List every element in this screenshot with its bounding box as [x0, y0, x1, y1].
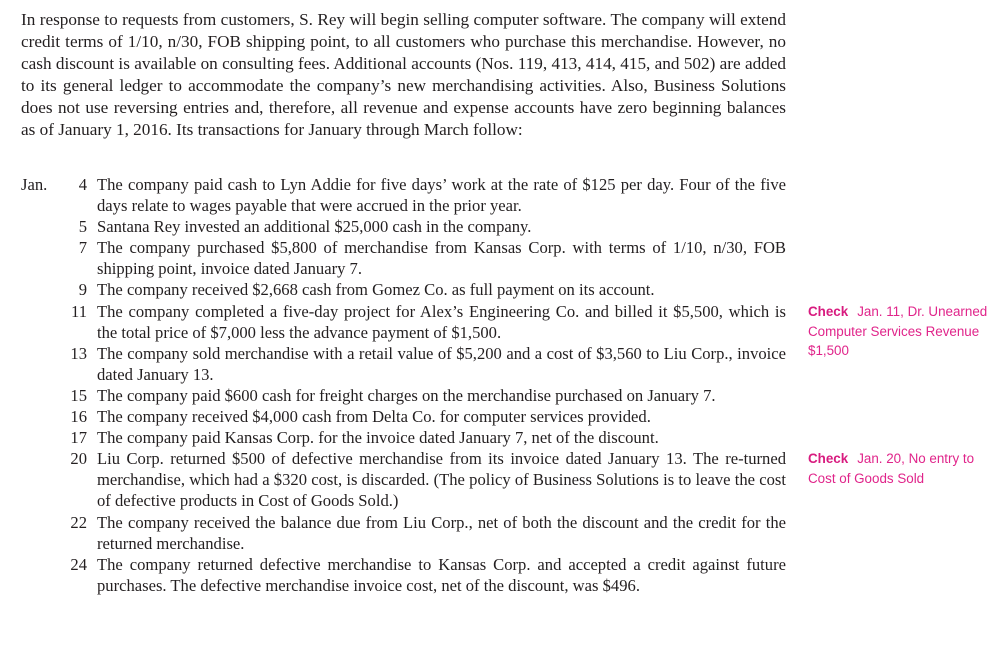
transaction-month: Jan. [21, 175, 48, 194]
transaction-day: 17 [70, 428, 87, 448]
transaction-description: Liu Corp. returned $500 of defective merchandise from its invoice dated January 13. The re-turned merchandise, which had a $320 cost, is discarded. (The policy of Business Solutions is to leave the cost of defective products in Cost of Goods Sold.) [97, 449, 786, 511]
transaction-item [21, 448, 786, 511]
transaction-item [21, 512, 786, 554]
transaction-item [21, 554, 786, 596]
intro-paragraph: In response to requests from customers, S. Rey will begin selling computer software. The company will extend credit terms of 1/10, n/30, FOB shipping point, to all customers who purchase this merchandise. However, no cash discount is available on consulting fees. Additional accounts (Nos. 119, 413, 414, 415, and 502) are added to its general ledger to accommodate the company’s new merchandising activities. Also, Business Solutions does not use reversing entries and, therefore, all revenue and expense accounts have zero beginning balances as of January 1, 2016. Its transactions for January through March follow: [21, 10, 786, 139]
check-text: Jan. 11, Dr. Unearned Computer Services Revenue $1,500 [808, 304, 988, 358]
transaction-description: The company paid Kansas Corp. for the invoice dated January 7, net of the discount. [97, 428, 659, 448]
margin-note-check [808, 449, 993, 488]
transaction-day: 15 [70, 385, 87, 405]
transaction-description: The company purchased $5,800 of merchandise from Kansas Corp. with terms of 1/10, n/30, FOB shipping point, invoice dated January 7. [97, 238, 786, 279]
margin-note-check [808, 302, 993, 361]
transaction-description: The company paid $600 cash for freight charges on the merchandise purchased on January 7. [97, 385, 716, 405]
transaction-item [21, 279, 786, 300]
check-text: Jan. 20, No entry to Cost of Goods Sold [808, 451, 975, 486]
transaction-description: The company completed a five-day project for Alex’s Engineering Co. and billed it $5,500, which is the total price of $7,000 less the advance payment of $1,500. [97, 301, 786, 342]
transaction-description: The company sold merchandise with a retail value of $5,200 and a cost of $3,560 to Liu Corp., invoice dated January 13. [97, 343, 786, 384]
transaction-description: The company received the balance due from Liu Corp., net of both the discount and the credit for the returned merchandise. [97, 512, 786, 553]
transaction-day: 16 [70, 407, 87, 427]
transaction-day: 4 [78, 175, 87, 194]
transaction-day: 7 [78, 238, 87, 258]
transaction-day: 9 [78, 280, 87, 300]
transaction-item [21, 237, 786, 279]
transaction-day: 13 [70, 343, 87, 363]
transaction-day: 20 [70, 449, 87, 469]
transaction-item [21, 174, 786, 216]
transaction-description: Santana Rey invested an additional $25,000 cash in the company. [97, 217, 532, 237]
transaction-item [21, 301, 786, 343]
transaction-item [21, 343, 786, 385]
transaction-item [21, 385, 786, 406]
check-label: Check [808, 304, 849, 319]
transaction-description: The company paid cash to Lyn Addie for five days’ work at the rate of $125 per day. Four of the five days relate to wages payable that were accrued in the prior year. [97, 175, 786, 216]
transaction-day: 11 [71, 301, 87, 321]
transaction-day: 24 [70, 554, 87, 574]
transaction-description: The company returned defective merchandise to Kansas Corp. and accepted a credit against future purchases. The defective merchandise invoice cost, net of the discount, was $496. [97, 554, 786, 595]
transaction-item [21, 216, 786, 237]
check-label: Check [808, 451, 849, 466]
transaction-description: The company received $4,000 cash from Delta Co. for computer services provided. [97, 407, 651, 427]
transaction-item [21, 406, 786, 427]
transaction-day: 22 [70, 512, 87, 532]
transaction-description: The company received $2,668 cash from Gomez Co. as full payment on its account. [97, 280, 655, 300]
transaction-day: 5 [78, 217, 87, 237]
transaction-item [21, 427, 786, 448]
transaction-list [21, 174, 786, 596]
